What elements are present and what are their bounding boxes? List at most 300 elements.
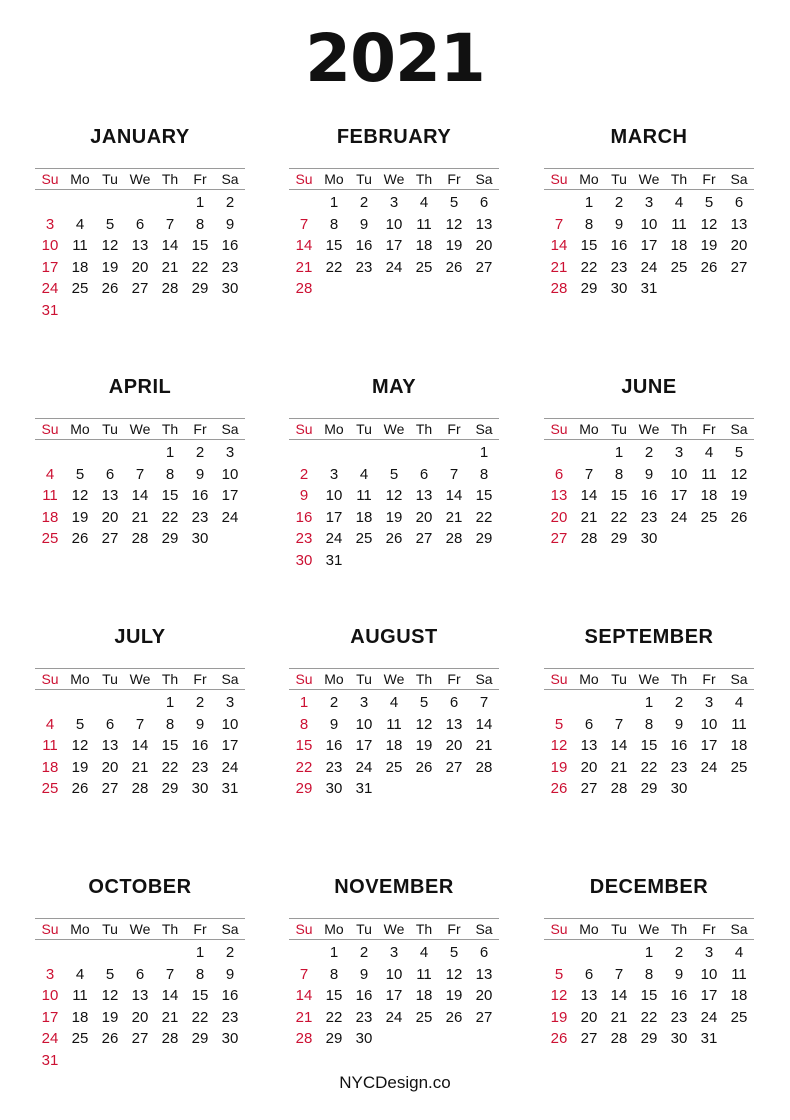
week-row xyxy=(289,778,499,800)
day-cell: 17 xyxy=(355,737,373,754)
month-february xyxy=(289,124,499,300)
day-cell: 23 xyxy=(221,1008,239,1026)
day-cell: 2 xyxy=(359,944,369,961)
day-cell xyxy=(125,692,155,714)
day-cell: 12 xyxy=(445,965,463,983)
weekday-label: Th xyxy=(670,921,688,937)
day-cell: 3 xyxy=(389,194,399,211)
day-cell: 26 xyxy=(71,780,89,797)
day-cell: 3 xyxy=(704,944,714,961)
weekday-label: Tu xyxy=(356,921,372,937)
weekday-label: Sa xyxy=(221,921,239,937)
day-cell: 29 xyxy=(610,530,628,547)
day-cell: 9 xyxy=(195,465,205,483)
day-cell xyxy=(125,942,155,964)
day-cell: 5 xyxy=(105,965,115,983)
day-cell: 3 xyxy=(225,444,235,461)
weekday-label: Tu xyxy=(356,171,372,187)
day-cell xyxy=(664,528,694,550)
day-cell: 2 xyxy=(359,194,369,211)
day-cell: 20 xyxy=(101,758,119,776)
day-cell: 31 xyxy=(700,1030,718,1047)
weekday-label: Mo xyxy=(579,171,599,187)
day-cell: 30 xyxy=(355,1030,373,1047)
day-cell: 21 xyxy=(131,758,149,776)
weekday-label: Sa xyxy=(730,171,748,187)
weekday-label: Fr xyxy=(702,671,716,687)
day-cell xyxy=(409,550,439,572)
day-cell: 2 xyxy=(195,694,205,711)
day-cell: 6 xyxy=(135,965,145,983)
day-cell: 23 xyxy=(191,758,209,776)
day-cell: 12 xyxy=(445,215,463,233)
day-cell: 9 xyxy=(644,465,654,483)
day-cell: 23 xyxy=(610,258,628,276)
day-cell: 21 xyxy=(550,258,568,276)
weekday-label: Su xyxy=(295,171,313,187)
day-cell: 16 xyxy=(191,487,209,504)
weekday-label: Th xyxy=(415,171,433,187)
day-cell: 20 xyxy=(131,1008,149,1026)
day-cell: 28 xyxy=(295,280,313,297)
day-cell: 30 xyxy=(610,280,628,297)
week-row xyxy=(544,942,754,964)
day-cell: 22 xyxy=(161,758,179,776)
weekday-header xyxy=(544,419,754,439)
day-cell xyxy=(724,278,754,300)
day-cell xyxy=(65,1050,95,1072)
day-cell: 16 xyxy=(325,737,343,754)
day-cell xyxy=(95,192,125,214)
day-cell: 9 xyxy=(359,965,369,983)
week-row xyxy=(35,714,245,736)
day-cell: 8 xyxy=(165,715,175,733)
day-cell: 17 xyxy=(640,237,658,254)
day-cell xyxy=(694,778,724,800)
day-cell: 15 xyxy=(475,487,493,504)
day-cell: 25 xyxy=(700,508,718,526)
day-cell: 12 xyxy=(71,737,89,754)
day-cell: 11 xyxy=(701,465,717,483)
day-cell xyxy=(694,278,724,300)
weekday-label: Mo xyxy=(324,671,344,687)
day-cell: 14 xyxy=(295,237,313,254)
day-cell: 25 xyxy=(730,758,748,776)
week-row xyxy=(289,714,499,736)
day-cell: 12 xyxy=(415,715,433,733)
day-cell: 1 xyxy=(299,694,309,711)
week-row xyxy=(289,214,499,236)
month-title: MARCH xyxy=(610,126,688,148)
day-cell: 1 xyxy=(329,944,339,961)
day-cell: 7 xyxy=(165,965,175,983)
day-cell: 13 xyxy=(550,487,568,504)
day-cell: 28 xyxy=(161,280,179,297)
day-cell: 4 xyxy=(75,215,85,233)
day-cell: 15 xyxy=(325,987,343,1004)
day-cell: 24 xyxy=(385,258,403,276)
week-row xyxy=(35,1028,245,1050)
day-cell: 31 xyxy=(41,1051,59,1069)
day-cell xyxy=(544,442,574,464)
weekday-label: Th xyxy=(670,671,688,687)
day-cell xyxy=(349,550,379,572)
day-cell: 25 xyxy=(41,530,59,547)
day-cell: 29 xyxy=(640,780,658,797)
day-cell: 5 xyxy=(75,715,85,733)
month-september xyxy=(544,624,754,800)
day-cell: 7 xyxy=(135,715,145,733)
day-cell: 29 xyxy=(580,280,598,297)
day-cell: 9 xyxy=(225,215,235,233)
day-cell: 9 xyxy=(195,715,205,733)
week-row xyxy=(289,235,499,257)
day-cell xyxy=(379,278,409,300)
week-row xyxy=(289,550,499,572)
weekday-header xyxy=(289,419,499,439)
day-cell: 17 xyxy=(41,258,59,276)
day-cell: 5 xyxy=(554,965,564,983)
day-cell xyxy=(379,442,409,464)
month-november xyxy=(289,874,499,1050)
weekday-label: We xyxy=(383,921,405,937)
day-cell: 20 xyxy=(475,237,493,254)
day-cell: 6 xyxy=(584,715,594,733)
weekday-label: Mo xyxy=(579,671,599,687)
day-cell: 24 xyxy=(221,508,239,526)
weekday-label: Fr xyxy=(702,921,716,937)
day-cell: 5 xyxy=(389,465,399,483)
day-cell: 22 xyxy=(640,758,658,776)
day-cell: 29 xyxy=(325,1030,343,1047)
day-cell: 25 xyxy=(670,258,688,276)
day-cell xyxy=(469,550,499,572)
day-cell: 17 xyxy=(385,987,403,1004)
day-cell: 19 xyxy=(700,237,718,254)
day-cell: 25 xyxy=(415,258,433,276)
day-cell: 30 xyxy=(640,530,658,547)
weekday-label: Su xyxy=(41,921,59,937)
day-cell: 19 xyxy=(445,237,463,254)
day-cell xyxy=(439,442,469,464)
day-cell: 12 xyxy=(700,215,718,233)
weekday-label: Tu xyxy=(102,921,118,937)
week-row xyxy=(35,507,245,529)
day-cell xyxy=(724,778,754,800)
day-cell: 14 xyxy=(610,987,628,1004)
day-cell: 12 xyxy=(101,987,119,1004)
week-list xyxy=(35,690,245,800)
day-cell: 4 xyxy=(734,694,744,711)
day-cell: 24 xyxy=(355,758,373,776)
week-row xyxy=(544,278,754,300)
day-cell: 3 xyxy=(329,465,339,483)
day-cell: 17 xyxy=(325,508,343,526)
day-cell: 8 xyxy=(584,215,594,233)
day-cell: 2 xyxy=(299,465,309,483)
day-cell: 10 xyxy=(700,965,718,983)
weekday-label: Tu xyxy=(611,421,627,437)
weekday-label: Mo xyxy=(324,921,344,937)
day-cell: 26 xyxy=(730,508,748,526)
day-cell xyxy=(125,442,155,464)
weekday-label: We xyxy=(638,921,660,937)
day-cell xyxy=(125,192,155,214)
day-cell: 4 xyxy=(734,944,744,961)
day-cell: 16 xyxy=(191,737,209,754)
day-cell: 24 xyxy=(325,530,343,547)
day-cell xyxy=(319,278,349,300)
weekday-label: Mo xyxy=(70,671,90,687)
weekday-label: Sa xyxy=(730,921,748,937)
day-cell: 23 xyxy=(670,1008,688,1026)
day-cell: 18 xyxy=(71,1008,89,1026)
day-cell: 12 xyxy=(550,737,568,754)
day-cell xyxy=(65,300,95,322)
weekday-label: Sa xyxy=(221,421,239,437)
week-row xyxy=(289,192,499,214)
day-cell: 22 xyxy=(325,258,343,276)
day-cell: 7 xyxy=(614,965,624,983)
weekday-label: Sa xyxy=(475,421,493,437)
day-cell: 20 xyxy=(475,987,493,1004)
day-cell: 14 xyxy=(445,487,463,504)
day-cell: 26 xyxy=(445,258,463,276)
day-cell xyxy=(65,192,95,214)
day-cell: 22 xyxy=(640,1008,658,1026)
day-cell: 30 xyxy=(221,1030,239,1047)
weekday-label: Sa xyxy=(475,921,493,937)
day-cell: 22 xyxy=(161,508,179,526)
day-cell: 20 xyxy=(550,508,568,526)
day-cell xyxy=(574,942,604,964)
day-cell: 23 xyxy=(295,530,313,547)
day-cell: 6 xyxy=(105,715,115,733)
day-cell: 27 xyxy=(445,758,463,776)
day-cell xyxy=(724,1028,754,1050)
day-cell: 23 xyxy=(670,758,688,776)
month-title: JANUARY xyxy=(90,126,190,148)
day-cell: 8 xyxy=(299,715,309,733)
day-cell: 13 xyxy=(580,987,598,1004)
day-cell: 23 xyxy=(640,508,658,526)
day-cell: 19 xyxy=(71,758,89,776)
day-cell xyxy=(349,278,379,300)
day-cell: 30 xyxy=(191,780,209,797)
day-cell: 10 xyxy=(385,215,403,233)
day-cell: 9 xyxy=(674,715,684,733)
weekday-label: Th xyxy=(415,421,433,437)
day-cell: 7 xyxy=(299,215,309,233)
day-cell: 6 xyxy=(105,465,115,483)
weekday-label: We xyxy=(129,921,151,937)
week-row xyxy=(35,528,245,550)
week-row xyxy=(544,528,754,550)
day-cell xyxy=(574,692,604,714)
weekday-label: Th xyxy=(161,921,179,937)
month-title: OCTOBER xyxy=(88,876,192,898)
day-cell: 7 xyxy=(479,694,489,711)
day-cell: 5 xyxy=(75,465,85,483)
day-cell: 13 xyxy=(475,215,493,233)
day-cell: 6 xyxy=(734,194,744,211)
day-cell: 27 xyxy=(101,780,119,797)
day-cell: 10 xyxy=(385,965,403,983)
day-cell xyxy=(35,942,65,964)
week-row xyxy=(35,942,245,964)
day-cell: 28 xyxy=(550,280,568,297)
day-cell: 25 xyxy=(71,280,89,297)
day-cell: 27 xyxy=(415,530,433,547)
month-january xyxy=(35,124,245,321)
day-cell: 23 xyxy=(191,508,209,526)
weekday-label: Fr xyxy=(193,921,207,937)
day-cell: 20 xyxy=(445,737,463,754)
weekday-label: Th xyxy=(161,671,179,687)
week-row xyxy=(544,1028,754,1050)
day-cell: 2 xyxy=(225,944,235,961)
day-cell: 1 xyxy=(644,694,654,711)
weekday-label: Tu xyxy=(356,421,372,437)
day-cell: 1 xyxy=(329,194,339,211)
day-cell: 3 xyxy=(225,694,235,711)
weekday-label: Mo xyxy=(579,421,599,437)
day-cell: 10 xyxy=(700,715,718,733)
week-row xyxy=(289,1028,499,1050)
weekday-label: Fr xyxy=(447,171,461,187)
day-cell xyxy=(469,1028,499,1050)
weekday-label: Th xyxy=(161,171,179,187)
day-cell xyxy=(544,192,574,214)
day-cell: 1 xyxy=(195,944,205,961)
day-cell: 20 xyxy=(580,1008,598,1026)
week-row xyxy=(35,485,245,507)
weekday-label: Mo xyxy=(70,171,90,187)
day-cell: 14 xyxy=(610,737,628,754)
day-cell xyxy=(439,778,469,800)
day-cell: 11 xyxy=(671,215,687,233)
day-cell: 30 xyxy=(221,280,239,297)
day-cell xyxy=(215,1050,245,1072)
day-cell: 8 xyxy=(165,465,175,483)
weekday-header xyxy=(289,169,499,189)
weekday-label: Su xyxy=(295,421,313,437)
day-cell: 14 xyxy=(161,987,179,1004)
day-cell: 24 xyxy=(670,508,688,526)
day-cell: 12 xyxy=(71,487,89,504)
month-title: MAY xyxy=(371,376,417,398)
day-cell: 17 xyxy=(670,487,688,504)
day-cell: 15 xyxy=(580,237,598,254)
week-list xyxy=(289,190,499,300)
week-row xyxy=(544,757,754,779)
day-cell: 14 xyxy=(131,487,149,504)
day-cell xyxy=(469,278,499,300)
day-cell: 9 xyxy=(674,965,684,983)
day-cell: 17 xyxy=(221,487,239,504)
week-row xyxy=(35,442,245,464)
day-cell: 10 xyxy=(221,465,239,483)
day-cell: 18 xyxy=(385,737,403,754)
day-cell: 5 xyxy=(554,715,564,733)
day-cell: 4 xyxy=(45,465,55,483)
day-cell: 24 xyxy=(700,1008,718,1026)
day-cell: 22 xyxy=(191,258,209,276)
day-cell: 3 xyxy=(644,194,654,211)
weekday-label: Th xyxy=(415,921,433,937)
day-cell: 23 xyxy=(325,758,343,776)
day-cell: 2 xyxy=(195,444,205,461)
day-cell: 15 xyxy=(610,487,628,504)
weekday-label: Mo xyxy=(324,171,344,187)
day-cell: 21 xyxy=(295,1008,313,1026)
day-cell: 21 xyxy=(610,758,628,776)
day-cell xyxy=(379,1028,409,1050)
day-cell: 8 xyxy=(614,465,624,483)
month-title: FEBRUARY xyxy=(336,126,452,148)
weekday-label: Su xyxy=(550,671,568,687)
day-cell: 25 xyxy=(415,1008,433,1026)
day-cell: 8 xyxy=(644,965,654,983)
weekday-label: Mo xyxy=(324,421,344,437)
day-cell: 12 xyxy=(550,987,568,1004)
day-cell xyxy=(289,442,319,464)
day-cell xyxy=(724,528,754,550)
day-cell: 22 xyxy=(610,508,628,526)
week-row xyxy=(544,235,754,257)
day-cell: 20 xyxy=(131,258,149,276)
day-cell xyxy=(409,278,439,300)
day-cell: 31 xyxy=(221,780,239,797)
day-cell: 4 xyxy=(419,194,429,211)
week-row xyxy=(544,714,754,736)
week-row xyxy=(35,1007,245,1029)
week-row xyxy=(289,964,499,986)
day-cell: 13 xyxy=(580,737,598,754)
day-cell: 16 xyxy=(610,237,628,254)
day-cell: 19 xyxy=(445,987,463,1004)
day-cell: 1 xyxy=(614,444,624,461)
day-cell: 6 xyxy=(449,694,459,711)
week-row xyxy=(35,278,245,300)
day-cell xyxy=(604,942,634,964)
weekday-header xyxy=(289,919,499,939)
day-cell: 13 xyxy=(131,987,149,1004)
weekday-label: We xyxy=(383,421,405,437)
week-row xyxy=(35,692,245,714)
weekday-label: Fr xyxy=(447,421,461,437)
day-cell: 9 xyxy=(299,487,309,504)
day-cell xyxy=(155,300,185,322)
weekday-label: Fr xyxy=(193,171,207,187)
day-cell: 5 xyxy=(449,194,459,211)
weekday-label: Su xyxy=(550,921,568,937)
day-cell: 24 xyxy=(385,1008,403,1026)
day-cell: 2 xyxy=(225,194,235,211)
day-cell xyxy=(694,528,724,550)
week-row xyxy=(544,1007,754,1029)
week-row xyxy=(544,507,754,529)
day-cell xyxy=(35,442,65,464)
day-cell: 11 xyxy=(416,215,432,233)
weekday-label: We xyxy=(383,171,405,187)
day-cell: 15 xyxy=(325,237,343,254)
day-cell: 25 xyxy=(355,530,373,547)
day-cell: 8 xyxy=(329,965,339,983)
day-cell: 27 xyxy=(580,780,598,797)
day-cell xyxy=(319,442,349,464)
day-cell: 2 xyxy=(674,694,684,711)
